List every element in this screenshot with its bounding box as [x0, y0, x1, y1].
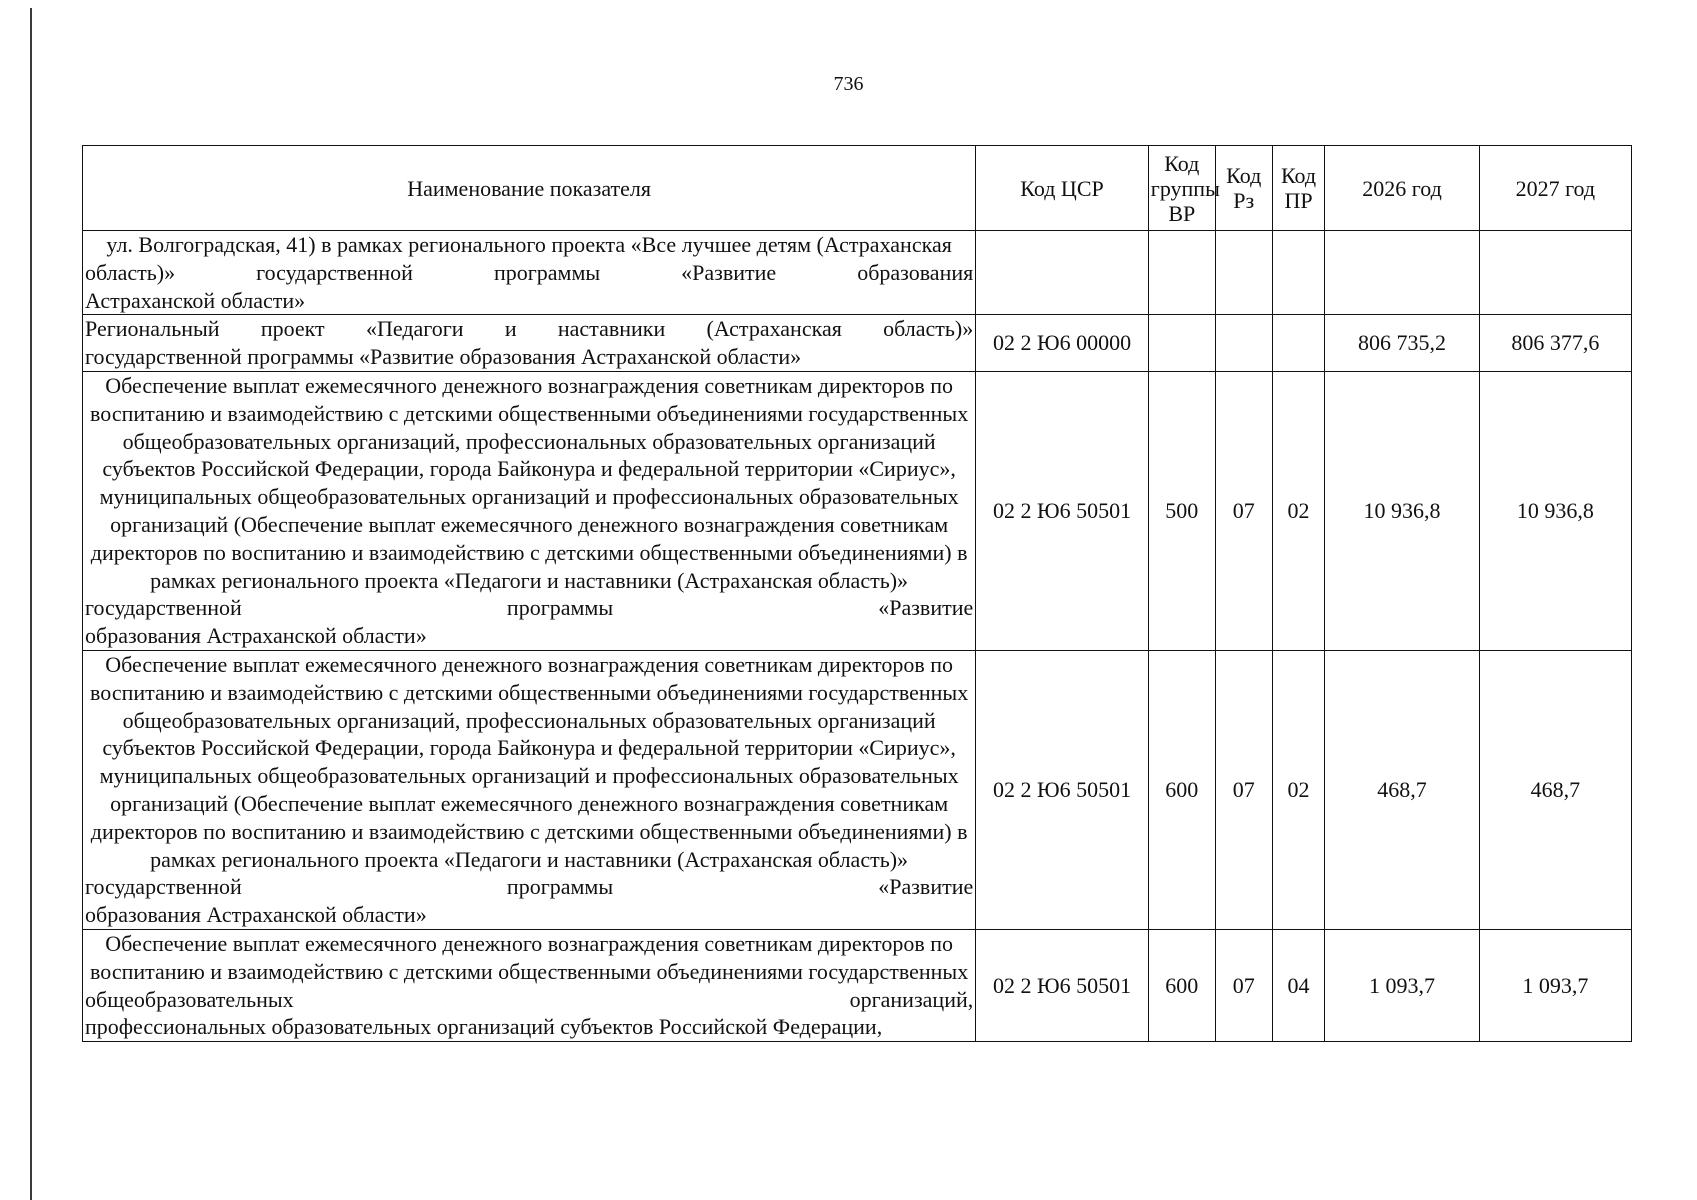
row-name-cell: [83, 371, 976, 650]
header-rz-line-1: Код: [1226, 163, 1262, 188]
table-row: [83, 371, 1632, 650]
header-csr: Код ЦСР: [976, 146, 1149, 231]
row-csr: 02 2 Ю6 50501: [976, 929, 1149, 1041]
row-csr: 02 2 Ю6 50501: [976, 371, 1149, 650]
header-pr: [1272, 146, 1325, 231]
header-name: Наименование показателя: [83, 146, 976, 231]
table-row: [83, 315, 1632, 372]
row-2026: 806 735,2: [1325, 315, 1479, 372]
row-name-text: Региональный проект «Педагоги и наставники (Астраханская область)»: [85, 316, 974, 342]
row-2026: 1 093,7: [1325, 929, 1479, 1041]
row-name-text: Обеспечение выплат ежемесячного денежного вознаграждения советникам директоров по воспитанию и взаимодействию с детскими общественными объединениями государственных общеобразовательных организаций, профессиональных образовательных организаций субъектов Российской Федерации, города Байконура и федеральной территории «Сириус», муниципальных общеобразовательных организаций и профессиональных образовательных организаций (Обеспечение выплат ежемесячного денежного вознаграждения советникам директоров по воспитанию и взаимодействию с детскими общественными объединениями) в рамках регионального проекта «Педагоги и наставники (Астраханская область)» государственной программы «Развитие: [85, 372, 974, 621]
row-name-cell: [83, 929, 976, 1041]
header-rz-line-2: Рз: [1233, 188, 1255, 213]
row-2027: 1 093,7: [1479, 929, 1631, 1041]
row-csr: 02 2 Ю6 00000: [976, 315, 1149, 372]
header-2027: 2027 год: [1479, 146, 1631, 231]
row-rz: [1215, 231, 1272, 315]
page-number: 736: [833, 73, 864, 95]
row-rz: 07: [1215, 650, 1272, 929]
row-vr: 500: [1148, 371, 1215, 650]
row-pr: [1272, 231, 1325, 315]
row-name-text: Обеспечение выплат ежемесячного денежного вознаграждения советникам директоров по воспитанию и взаимодействию с детскими общественными объединениями государственных общеобразовательных организаций,: [85, 930, 974, 1012]
row-vr: [1148, 315, 1215, 372]
row-name-text-last: государственной программы «Развитие образования Астраханской области»: [85, 344, 802, 370]
table-row: [83, 650, 1632, 929]
header-rz: [1215, 146, 1272, 231]
header-pr-line-2: ПР: [1284, 188, 1313, 213]
table-header-row: [83, 146, 1632, 231]
row-2027: 10 936,8: [1479, 371, 1631, 650]
row-2026: 10 936,8: [1325, 371, 1479, 650]
row-vr: [1148, 231, 1215, 315]
row-vr: 600: [1148, 929, 1215, 1041]
row-pr: [1272, 315, 1325, 372]
row-2027: [1479, 231, 1631, 315]
row-rz: 07: [1215, 371, 1272, 650]
row-pr: 02: [1272, 650, 1325, 929]
row-2026: [1325, 231, 1479, 315]
row-name-text-last: образования Астраханской области»: [85, 623, 427, 649]
row-2026: 468,7: [1325, 650, 1479, 929]
row-pr: 02: [1272, 371, 1325, 650]
row-vr: 600: [1148, 650, 1215, 929]
header-vr-line-1: Код: [1164, 150, 1200, 176]
row-name-cell: [83, 231, 976, 315]
header-vr-line-2: группы: [1150, 175, 1220, 201]
row-name-text-last: образования Астраханской области»: [85, 902, 427, 928]
budget-table: [82, 145, 1632, 1042]
row-name-text: ул. Волгоградская, 41) в рамках регионального проекта «Все лучшее детям (Астраханская область)» государственной программы «Развитие образования: [85, 232, 974, 285]
scan-edge-line: [30, 8, 32, 1200]
row-pr: 04: [1272, 929, 1325, 1041]
row-csr: [976, 231, 1149, 315]
row-name-text-last: Астраханской области»: [85, 287, 306, 313]
table-row: [83, 231, 1632, 315]
table-row: [83, 929, 1632, 1041]
row-name-cell: [83, 315, 976, 372]
header-vr-line-3: ВР: [1168, 200, 1196, 226]
row-2027: 806 377,6: [1479, 315, 1631, 372]
row-rz: 07: [1215, 929, 1272, 1041]
row-rz: [1215, 315, 1272, 372]
header-2026: 2026 год: [1325, 146, 1479, 231]
header-vr: [1148, 146, 1220, 231]
row-name-cell: [83, 650, 976, 929]
row-name-text-last: профессиональных образовательных организаций субъектов Российской Федерации,: [85, 1014, 883, 1040]
row-2027: 468,7: [1479, 650, 1631, 929]
header-pr-line-1: Код: [1280, 163, 1317, 188]
row-csr: 02 2 Ю6 50501: [976, 650, 1149, 929]
row-name-text: Обеспечение выплат ежемесячного денежного вознаграждения советникам директоров по воспитанию и взаимодействию с детскими общественными объединениями государственных общеобразовательных организаций, профессиональных образовательных организаций субъектов Российской Федерации, города Байконура и федеральной территории «Сириус», муниципальных общеобразовательных организаций и профессиональных образовательных организаций (Обеспечение выплат ежемесячного денежного вознаграждения советникам директоров по воспитанию и взаимодействию с детскими общественными объединениями) в рамках регионального проекта «Педагоги и наставники (Астраханская область)» государственной программы «Развитие: [85, 651, 974, 900]
